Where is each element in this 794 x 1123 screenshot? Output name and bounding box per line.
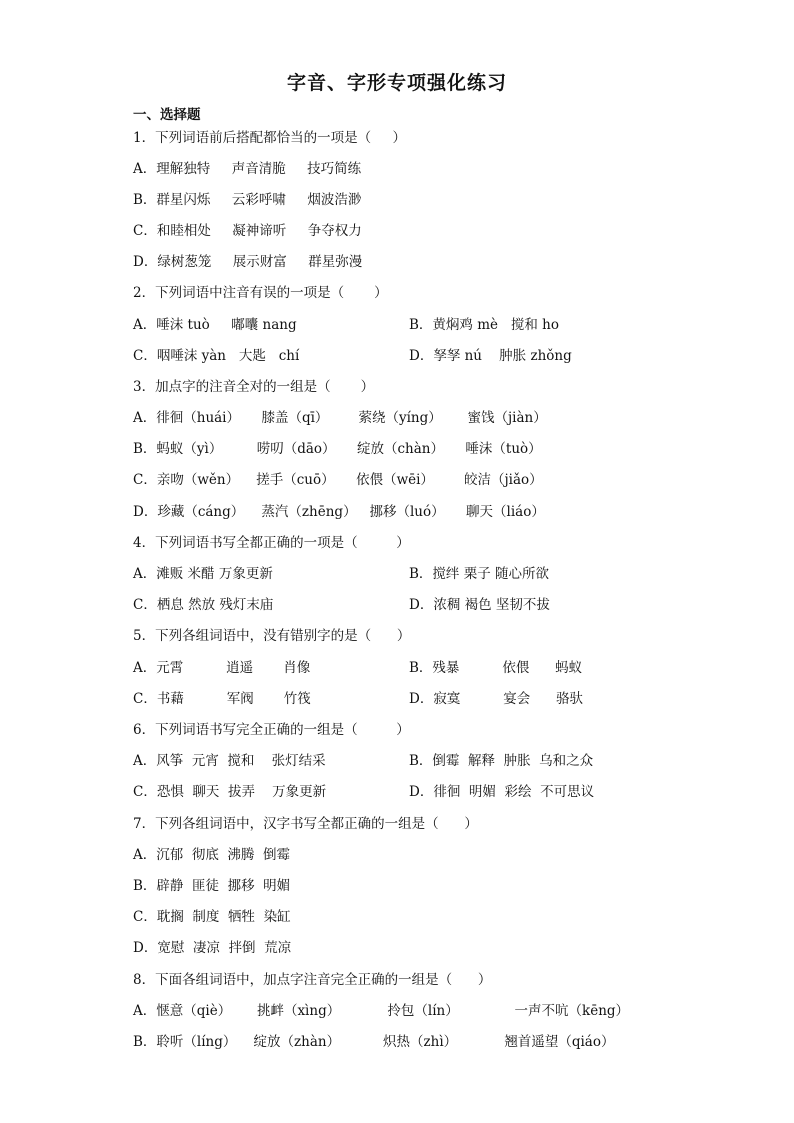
- question-5-option-a: A．元霄 逍遥 肖像: [133, 660, 311, 676]
- question-3-option-b: B．蚂蚁（yì） 唠叨（dāo） 绽放（chàn） 唾沫（tuò）: [133, 441, 542, 457]
- question-8-option-a: A．惬意（qiè） 挑衅（xìng） 拎包（lín） 一声不吭（kēng）: [133, 1003, 630, 1019]
- question-4-option-a: A．滩贩 米醋 万象更新: [133, 566, 273, 582]
- question-4-option-b: B．搅绊 栗子 随心所欲: [409, 566, 550, 582]
- question-7-option-d: D．宽慰 凄凉 拌倒 荒凉: [133, 940, 292, 956]
- question-7-option-c: C．耽搁 制度 牺牲 染缸: [133, 909, 291, 925]
- question-1-stem: 1．下列词语前后搭配都恰当的一项是（ ）: [133, 130, 407, 146]
- question-2-option-b: B．黄焖鸡 mè 搅和 ho: [409, 317, 559, 333]
- question-2-option-c: C．咽唾沫 yàn 大匙 chí: [133, 348, 300, 364]
- question-3-option-a: A．徘徊（huái） 膝盖（qī） 萦绕（yíng） 蜜饯（jiàn）: [133, 410, 547, 426]
- question-2-stem: 2．下列词语中注音有误的一项是（ ）: [133, 285, 388, 301]
- question-8-stem: 8．下面各组词语中，加点字注音完全正确的一组是（ ）: [133, 972, 492, 988]
- section-heading: 一、选择题: [133, 107, 201, 123]
- question-4-stem: 4．下列词语书写全都正确的一项是（ ）: [133, 535, 410, 551]
- question-3-option-c: C．亲吻（wěn） 搓手（cuō） 依偎（wēi） 皎洁（jiǎo）: [133, 472, 543, 488]
- question-1-option-d: D．绿树葱笼 展示财富 群星弥漫: [133, 254, 363, 270]
- question-2-option-d: D．孥孥 nú 肿胀 zhǒng: [409, 348, 572, 364]
- question-4-option-c: C．栖息 然放 残灯末庙: [133, 597, 274, 613]
- page-title: 字音、字形专项强化练习: [286, 72, 507, 94]
- question-4-option-d: D．浓稠 褐色 坚韧不拔: [409, 597, 550, 613]
- question-5-option-b: B．残暴 依偎 蚂蚁: [409, 660, 583, 676]
- question-6-stem: 6．下列词语书写完全正确的一组是（ ）: [133, 722, 410, 738]
- question-6-option-c: C．恐惧 聊天 拔弄 万象更新: [133, 784, 327, 800]
- question-2-option-a: A．唾沫 tuò 嘟囔 nang: [133, 317, 297, 333]
- question-6-option-a: A．风筝 元宵 搅和 张灯结采: [133, 753, 326, 769]
- question-3-stem: 3．加点字的注音全对的一组是（ ）: [133, 379, 375, 395]
- question-5-option-d: D．寂寞 宴会 骆驮: [409, 691, 583, 707]
- question-6-option-b: B．倒霉 解释 肿胀 乌和之众: [409, 753, 594, 769]
- question-1-option-b: B．群星闪烁 云彩呼啸 烟波浩渺: [133, 192, 362, 208]
- question-6-option-d: D．徘徊 明媚 彩绘 不可思议: [409, 784, 595, 800]
- question-8-option-b: B．聆听（líng） 绽放（zhàn） 炽热（zhì） 翘首遥望（qiáo）: [133, 1034, 615, 1050]
- question-7-option-b: B．辟静 匪徒 挪移 明媚: [133, 878, 291, 894]
- question-5-option-c: C．书藉 军阀 竹筏: [133, 691, 311, 707]
- question-1-option-c: C．和睦相处 凝神谛听 争夺权力: [133, 223, 362, 239]
- question-3-option-d: D．珍藏（cáng） 蒸汽（zhēng） 挪移（luó） 聊天（liáo）: [133, 504, 545, 520]
- question-1-option-a: A．理解独特 声音清脆 技巧简练: [133, 161, 362, 177]
- question-5-stem: 5．下列各组词语中，没有错别字的是（ ）: [133, 628, 411, 644]
- question-7-option-a: A．沉郁 彻底 沸腾 倒霉: [133, 847, 290, 863]
- question-7-stem: 7．下列各组词语中，汉字书写全都正确的一组是（ ）: [133, 816, 478, 832]
